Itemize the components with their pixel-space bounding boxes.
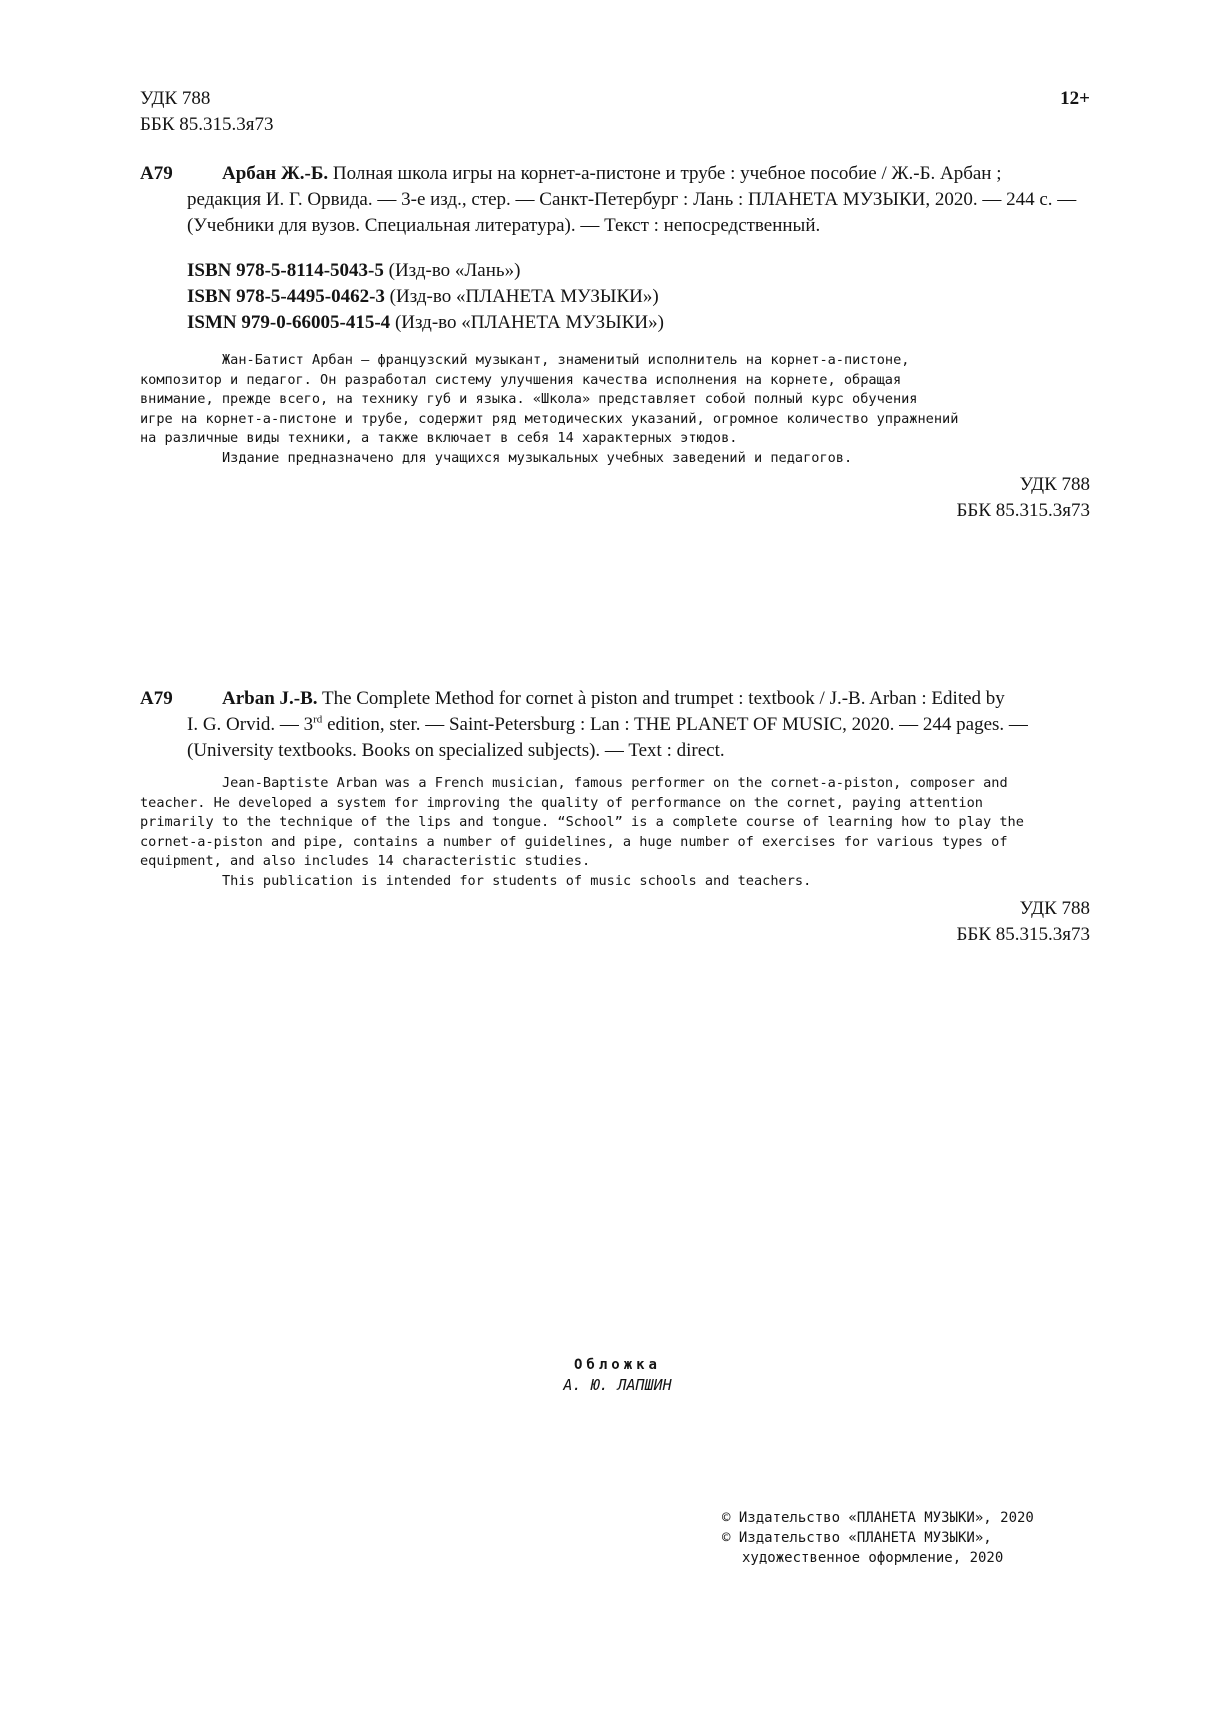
isbn-publisher: (Изд-во «ПЛАНЕТА МУЗЫКИ»)	[389, 286, 659, 307]
ru-record-code: А79	[140, 163, 173, 184]
abstract-purpose: Издание предназначено для учащихся музыкальных учебных заведений и педагогов.	[222, 449, 853, 466]
header-udk: УДК 788	[140, 88, 211, 109]
isbn-publisher: (Изд-во «Лань»)	[388, 260, 521, 281]
abstract-line: teacher. He developed a system for improving the quality of performance on the cornet, paying attention	[140, 794, 983, 811]
en-bbk: ББК 85.315.3я73	[956, 924, 1090, 945]
ismn-publisher: (Изд-во «ПЛАНЕТА МУЗЫКИ»)	[394, 312, 664, 333]
en-record-code: А79	[140, 688, 173, 709]
en-record-line-2	[187, 712, 1028, 738]
abstract-line: equipment, and also includes 14 characteristic studies.	[140, 853, 591, 869]
identifier-line	[187, 310, 664, 336]
ru-record-title: Полная школа игры на корнет-а-пистоне и трубе : учебное пособие / Ж.-Б. Арбан ;	[332, 163, 1002, 184]
identifier-line	[187, 258, 664, 284]
cover-label: Обложка	[573, 1357, 661, 1373]
abstract-line: внимание, прежде всего, на технику губ и языка. «Школа» представляет собой полный курс обучения	[140, 391, 918, 407]
en-record-line-1	[222, 686, 1005, 712]
copyright-line-1: © Издательство «ПЛАНЕТА МУЗЫКИ», 2020	[722, 1510, 1034, 1526]
en-udk: УДК 788	[1019, 898, 1090, 919]
ru-record-author: Арбан Ж.-Б.	[222, 163, 329, 184]
header-bbk: ББК 85.315.3я73	[140, 114, 274, 135]
edition-text: I. G. Orvid. — 3	[187, 714, 314, 735]
abstract-line: игре на корнет-а-пистоне и трубе, содержит ряд методических указаний, огромное количество упражнений	[140, 410, 959, 427]
abstract-line: Jean-Baptiste Arban was a French musician, famous performer on the cornet-a-piston, composer and	[222, 775, 1008, 791]
abstract-line: primarily to the technique of the lips and tongue. “School” is a complete course of learning how to play the	[140, 814, 1024, 830]
edition-rest: edition, ster. — Saint-Petersburg : Lan : THE PLANET OF MUSIC, 2020. — 244 pages. —	[322, 714, 1028, 735]
abstract-line: композитор и педагог. Он разработал систему улучшения качества исполнения на корнете, обращая	[140, 371, 902, 388]
abstract-line: Жан-Батист Арбан — французский музыкант, знаменитый исполнитель на корнет-а-пистоне,	[222, 352, 910, 368]
ru-bbk: ББК 85.315.3я73	[956, 500, 1090, 521]
copyright-line-3: художественное оформление, 2020	[742, 1550, 1004, 1566]
copyright-line-2: © Издательство «ПЛАНЕТА МУЗЫКИ»,	[722, 1530, 992, 1546]
en-record-author: Arban J.-B.	[222, 688, 318, 709]
ismn-number: ISMN 979-0-66005-415-4	[187, 312, 391, 333]
isbn-number: ISBN 978-5-8114-5043-5	[187, 260, 384, 281]
ru-record-line-1	[222, 161, 1002, 187]
ru-udk: УДК 788	[1019, 474, 1090, 495]
isbn-number: ISBN 978-5-4495-0462-3	[187, 286, 385, 307]
identifier-line	[187, 284, 664, 310]
cover-designer: А. Ю. ЛАПШИН	[563, 1376, 672, 1394]
en-record-line-3: (University textbooks. Books on specialized subjects). — Text : direct.	[187, 740, 725, 761]
ru-record-line-3: (Учебники для вузов. Специальная литература). — Текст : непосредственный.	[187, 215, 821, 236]
age-rating: 12+	[1060, 88, 1090, 109]
ru-identifiers	[187, 258, 664, 336]
abstract-line: на различные виды техники, а также включает в себя 14 характерных этюдов.	[140, 430, 738, 446]
abstract-purpose: This publication is intended for students of music schools and teachers.	[222, 872, 812, 889]
edition-superscript: rd	[313, 713, 323, 726]
en-abstract	[140, 774, 1090, 891]
copyright-block	[722, 1508, 1034, 1568]
ru-abstract	[140, 351, 1090, 468]
ru-record-line-2: редакция И. Г. Орвида. — 3-е изд., стер. — Санкт-Петербург : Лань : ПЛАНЕТА МУЗЫКИ, 2020. — 244 с. —	[187, 189, 1077, 210]
en-record-title: The Complete Method for cornet à piston and trumpet : textbook / J.-B. Arban : Edited by	[321, 688, 1005, 709]
abstract-line: cornet-a-piston and pipe, contains a number of guidelines, a huge number of exercises for various types of	[140, 833, 1008, 850]
